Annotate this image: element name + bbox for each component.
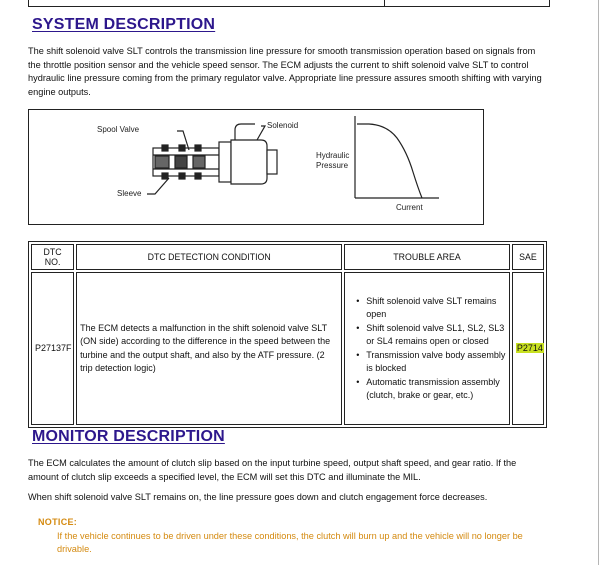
list-item: • Automatic transmission assembly (clutch, brake or gear, etc.) [358, 376, 506, 403]
header-sae: SAE [512, 244, 544, 270]
monitor-description-text-1: The ECM calculates the amount of clutch slip based on the input turbine speed, output shaft speed, and gear ratio. If the amount of clutch slip exceeds a specified level, the ECM will set this DTC and illuminate the MIL. [28, 458, 517, 482]
list-item: • Transmission valve body assembly is blocked [358, 349, 506, 376]
header-dtc-no: DTC NO. [31, 244, 74, 270]
notice-text: If the vehicle continues to be driven under these conditions, the clutch will burn up and the vehicle will no longer be drivable. [57, 531, 523, 554]
detection-condition-cell: The ECM detects a malfunction in the shift solenoid valve SLT (ON side) according to the difference in the speed between the turbine and the output shaft, and also by the ATF pressure. (2 trip detection logic) [76, 272, 342, 425]
system-description-heading: SYSTEM DESCRIPTION [32, 16, 216, 33]
header-detection-condition: DTC DETECTION CONDITION [76, 244, 342, 270]
trouble-area-cell [344, 272, 510, 425]
spool-valve-label: Spool Valve [97, 125, 140, 134]
previous-table-bottom-edge [28, 0, 550, 7]
table-row [31, 272, 544, 425]
sleeve-label: Sleeve [117, 189, 142, 198]
list-item: • Shift solenoid valve SLT remains open [358, 295, 506, 322]
dtc-code-cell: P27137F [31, 272, 74, 425]
hydraulic-pressure-label-line2: Pressure [316, 161, 349, 170]
monitor-description-text-2: When shift solenoid valve SLT remains on, the line pressure goes down and clutch engagement force decreases. [28, 492, 488, 502]
system-description-text: The shift solenoid valve SLT controls the transmission line pressure for smooth transmission operation based on signals from the throttle position sensor and the vehicle speed sensor. The ECM adjusts the current to shift solenoid valve SLT to control hydraulic line pressure coming from the primary regulator valve. Appropriate line pressure assures smooth shifting with varying engine outputs. [28, 46, 542, 97]
list-item: • Shift solenoid valve SL1, SL2, SL3 or SL4 remains open or closed [358, 322, 506, 349]
monitor-description-heading: MONITOR DESCRIPTION [32, 428, 225, 445]
sae-cell [512, 272, 544, 425]
sae-code: P2714 [516, 342, 543, 353]
solenoid-figure [28, 109, 484, 225]
dtc-table [28, 241, 547, 428]
solenoid-label: Solenoid [267, 121, 299, 130]
dtc-table-header-row [31, 244, 544, 270]
current-axis-label: Current [396, 203, 423, 212]
header-trouble-area: TROUBLE AREA [344, 244, 510, 270]
page-edge-divider [598, 0, 599, 565]
hydraulic-pressure-label-line1: Hydraulic [316, 151, 350, 160]
notice-title: NOTICE: [38, 517, 78, 527]
trouble-area-list [348, 295, 506, 403]
